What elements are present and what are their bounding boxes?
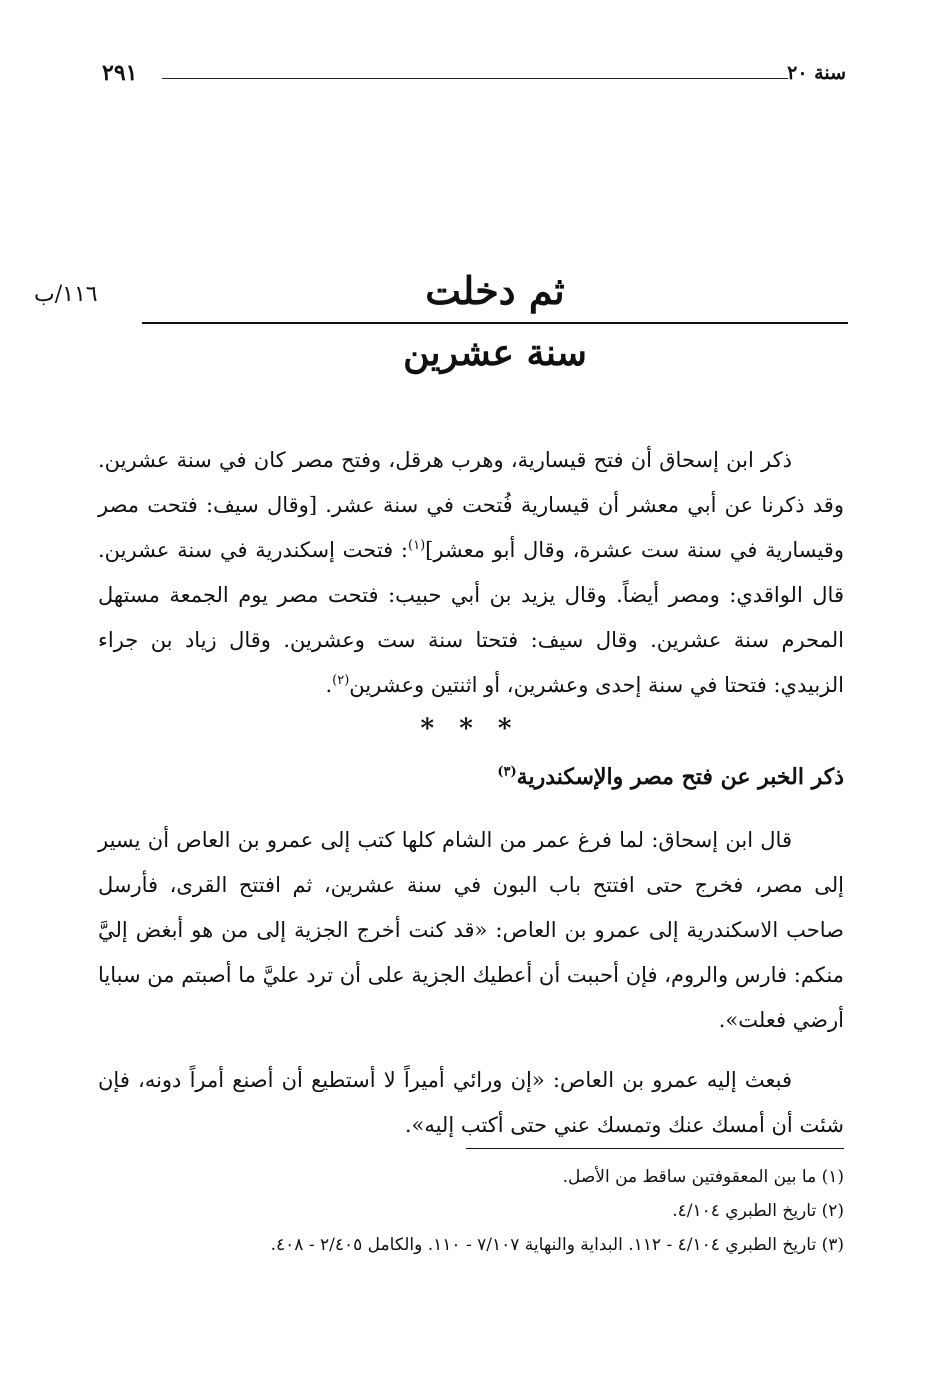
intro-line-2: وقد ذكرنا عن أبي معشر أن قيسارية فُتحت في سنة عشر. [وقال سيف: فتحت مصر وقيسارية في سنة ست عشرة، وقال أبو معشر] — [98, 493, 844, 562]
chapter-title-line1: ثم دخلت — [425, 268, 565, 313]
footnote-2: (٢) تاريخ الطبري ٤/١٠٤. — [672, 1201, 844, 1221]
title-rule — [142, 322, 848, 324]
footnote-3: (٣) تاريخ الطبري ٤/١٠٤ - ١١٢. البداية والنهاية ٧/١٠٧ - ١١٠. والكامل ٢/٤٠٥ - ٤٠٨. — [270, 1235, 844, 1255]
section-paragraph-2 — [98, 1058, 844, 1148]
running-title: سنة ٢٠ — [787, 62, 846, 84]
intro-end: . — [325, 673, 333, 697]
footnote-rule — [466, 1148, 844, 1149]
intro-line-3: : فتحت إسكندرية في سنة عشرين. قال الواقدي: ومصر أيضاً. وقال يزيد بن أبي حبيب: فتحت مصر يوم الجمعة مستهل المحرم سنة عشرين. وقال سيف: فتحتا سنة ست وعشرين. وقال زياد بن جراء الزبيدي: فتحتا في سنة إحدى وعشرين، أو اثنتين وعشرين — [98, 538, 844, 697]
section-paragraph-1-text: قال ابن إسحاق: لما فرغ عمر من الشام كلها كتب إلى عمرو بن العاص أن يسير إلى مصر، فخرج حتى افتتح باب البون في سنة عشرين، ثم افتتح القرى، فأرسل صاحب الاسكندرية إلى عمرو بن العاص: «قد كنت أخرج الجزية إلى من هو أبغض إليَّ منكم: فارس والروم، فإن أحببت أن أعطيك الجزية على أن ترد عليَّ ما أصبتم من سبايا أرضي فعلت». — [98, 828, 844, 1032]
header-rule — [162, 78, 788, 79]
section-paragraph-1 — [98, 818, 844, 1043]
page-number: ٢٩١ — [102, 60, 138, 86]
footnote-ref-1: (١) — [408, 538, 426, 553]
section-separator: * * * — [420, 714, 520, 744]
section-paragraph-2-text: فبعث إليه عمرو بن العاص: «إن ورائي أميراً لا أستطيع أن أصنع أمراً دونه، فإن شئت أن أمسك عنك وتمسك عني حتى أكتب إليه». — [98, 1068, 844, 1137]
footnote-ref-2: (٢) — [332, 673, 350, 688]
intro-line-1: ذكر ابن إسحاق أن فتح قيسارية، وهرب هرقل، وفتح مصر كان في سنة عشرين. — [98, 448, 792, 472]
footnote-1: (١) ما بين المعقوفتين ساقط من الأصل. — [562, 1167, 844, 1187]
manuscript-folio-note: ١١٦/ب — [34, 282, 98, 307]
section-heading — [497, 764, 844, 790]
chapter-title-line2: سنة عشرين — [403, 332, 587, 374]
section-heading-text: ذكر الخبر عن فتح مصر والإسكندرية — [516, 764, 844, 790]
footnote-ref-3: (٣) — [497, 764, 517, 780]
intro-paragraph — [98, 438, 844, 708]
footnotes — [98, 1160, 844, 1262]
